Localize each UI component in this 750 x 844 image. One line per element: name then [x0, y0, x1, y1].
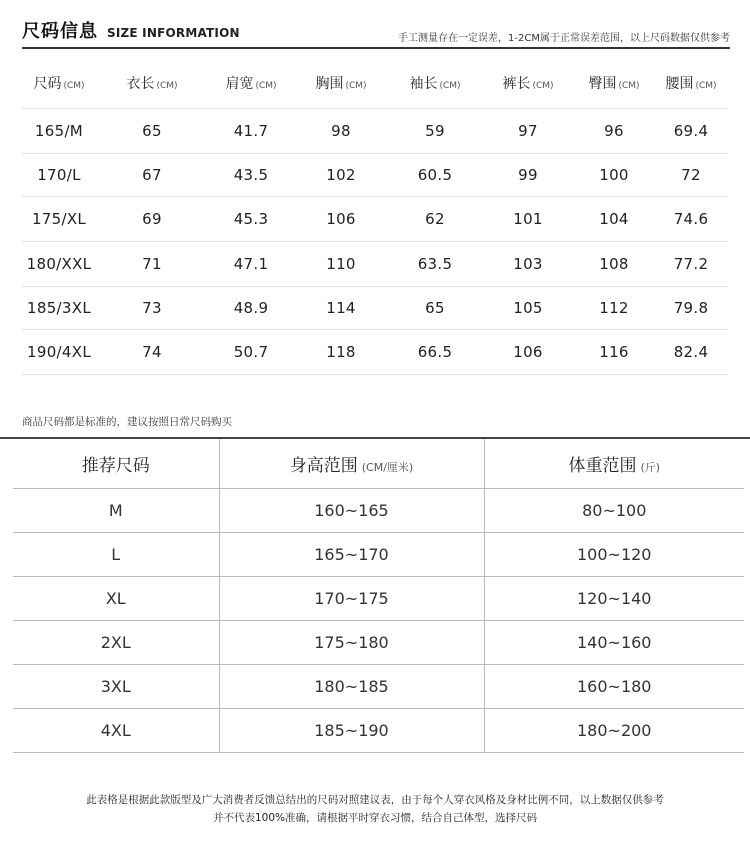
size-table-cell: 72 — [654, 154, 728, 197]
size-table-header — [22, 58, 728, 109]
size-table-header-cell — [22, 58, 96, 109]
size-table-cell: 66.5 — [388, 330, 482, 375]
size-table-cell: 105 — [482, 287, 574, 330]
size-table-cell: 170/L — [22, 154, 96, 197]
size-table-cell: 103 — [482, 242, 574, 287]
size-table-header-unit: (CM) — [532, 81, 554, 91]
size-table-cell: 48.9 — [208, 287, 294, 330]
size-table-header-label: 臀围 — [588, 76, 617, 92]
header-divider — [22, 47, 730, 49]
size-table-cell: 77.2 — [654, 242, 728, 287]
recommend-table-cell: 175~180 — [219, 621, 484, 665]
size-table-header-label: 尺码 — [33, 76, 62, 92]
recommend-table-cell: XL — [13, 577, 219, 621]
size-table-cell: 65 — [96, 109, 208, 154]
size-table-cell: 106 — [294, 197, 388, 242]
recommend-table-cell: 180~200 — [484, 709, 744, 753]
recommend-table-cell: 160~165 — [219, 489, 484, 533]
size-table-cell: 175/XL — [22, 197, 96, 242]
size-table-cell: 101 — [482, 197, 574, 242]
size-table-cell: 114 — [294, 287, 388, 330]
size-table-cell: 108 — [574, 242, 654, 287]
recommend-table-cell: 80~100 — [484, 489, 744, 533]
size-table-cell: 74.6 — [654, 197, 728, 242]
size-table-cell: 99 — [482, 154, 574, 197]
size-table-cell: 110 — [294, 242, 388, 287]
recommend-table-cell: 185~190 — [219, 709, 484, 753]
recommend-table-row — [13, 577, 744, 621]
size-table-cell: 67 — [96, 154, 208, 197]
recommend-table-header-label: 推荐尺码 — [81, 456, 150, 476]
size-table-cell: 69.4 — [654, 109, 728, 154]
footer-disclaimer-line2: 并不代表100%准确，请根据平时穿衣习惯，结合自己体型，选择尺码 — [212, 812, 538, 824]
recommend-table-cell: 3XL — [13, 665, 219, 709]
recommend-table-cell: 4XL — [13, 709, 219, 753]
recommend-table-header-label: 身高范围 — [289, 456, 358, 476]
size-table-cell: 96 — [574, 109, 654, 154]
size-table-cell: 82.4 — [654, 330, 728, 375]
size-table-cell: 98 — [294, 109, 388, 154]
size-table-cell: 79.8 — [654, 287, 728, 330]
recommend-table-cell: L — [13, 533, 219, 577]
size-note: 商品尺码都是标准的，建议按照日常尺码购买 — [22, 416, 232, 428]
size-table-header-unit: (CM) — [695, 81, 717, 91]
size-table-header-label: 胸围 — [315, 76, 344, 92]
recommend-table-header-cell — [219, 439, 484, 489]
size-table-header-unit: (CM) — [63, 81, 85, 91]
recommend-table — [13, 439, 744, 753]
recommend-table-header — [13, 439, 744, 489]
size-table-cell: 50.7 — [208, 330, 294, 375]
page-header — [0, 0, 750, 50]
size-table-cell: 62 — [388, 197, 482, 242]
size-table-row — [22, 242, 728, 287]
size-table-cell: 185/3XL — [22, 287, 96, 330]
size-table-cell: 47.1 — [208, 242, 294, 287]
page-subtitle: SIZE INFORMATION — [107, 26, 240, 40]
size-table-header-label: 肩宽 — [225, 76, 254, 92]
size-table-header-cell — [654, 58, 728, 109]
size-table-cell: 180/XXL — [22, 242, 96, 287]
size-table-header-unit: (CM) — [156, 81, 178, 91]
size-table-header-unit: (CM) — [439, 81, 461, 91]
size-table-cell: 102 — [294, 154, 388, 197]
recommend-table-cell: M — [13, 489, 219, 533]
size-table-cell: 118 — [294, 330, 388, 375]
size-table-row — [22, 287, 728, 330]
size-table-cell: 100 — [574, 154, 654, 197]
size-table-header-label: 腰围 — [665, 76, 694, 92]
size-table-cell: 106 — [482, 330, 574, 375]
recommend-table-cell: 165~170 — [219, 533, 484, 577]
size-table-cell: 43.5 — [208, 154, 294, 197]
size-table-header-cell — [388, 58, 482, 109]
size-table-header-cell — [208, 58, 294, 109]
size-table-cell: 59 — [388, 109, 482, 154]
size-table-row — [22, 109, 728, 154]
recommend-table-header-unit: (CM/厘米) — [361, 461, 414, 474]
size-table-header-cell — [574, 58, 654, 109]
size-table-cell: 63.5 — [388, 242, 482, 287]
size-table-header-cell — [96, 58, 208, 109]
size-table-header-cell — [294, 58, 388, 109]
recommend-table-cell: 170~175 — [219, 577, 484, 621]
recommend-table-header-cell — [484, 439, 744, 489]
recommend-table-header-cell — [13, 439, 219, 489]
recommend-table-header-label: 体重范围 — [568, 456, 637, 476]
size-table-cell: 71 — [96, 242, 208, 287]
size-table-cell: 65 — [388, 287, 482, 330]
size-table-header-label: 裤长 — [502, 76, 531, 92]
size-table-header-label: 衣长 — [126, 76, 155, 92]
recommend-table-cell: 100~120 — [484, 533, 744, 577]
size-table-cell: 60.5 — [388, 154, 482, 197]
size-table-cell: 112 — [574, 287, 654, 330]
size-table-cell: 69 — [96, 197, 208, 242]
recommend-table-row — [13, 709, 744, 753]
size-table — [22, 58, 728, 375]
size-table-cell: 104 — [574, 197, 654, 242]
size-table-row — [22, 330, 728, 375]
size-table-header-unit: (CM) — [255, 81, 277, 91]
recommend-table-cell: 2XL — [13, 621, 219, 665]
recommend-table-header-unit: (斤) — [640, 461, 661, 474]
size-table-header-unit: (CM) — [618, 81, 640, 91]
size-table-cell: 41.7 — [208, 109, 294, 154]
recommend-table-row — [13, 621, 744, 665]
measurement-disclaimer: 手工测量存在一定误差，1-2CM属于正常误差范围，以上尺码数据仅供参考 — [398, 33, 730, 44]
recommend-table-row — [13, 665, 744, 709]
size-table-cell: 190/4XL — [22, 330, 96, 375]
size-table-cell: 74 — [96, 330, 208, 375]
size-table-row — [22, 154, 728, 197]
footer-disclaimer-line1: 此表格是根据此款版型及广大消费者反馈总结出的尺码对照建议表，由于每个人穿衣风格及身材比例不同，以上数据仅供参考 — [86, 794, 664, 806]
size-table-cell: 165/M — [22, 109, 96, 154]
size-table-header-label: 袖长 — [409, 76, 438, 92]
size-table-cell: 73 — [96, 287, 208, 330]
recommend-table-cell: 180~185 — [219, 665, 484, 709]
recommend-table-row — [13, 533, 744, 577]
recommend-table-row — [13, 489, 744, 533]
size-table-cell: 45.3 — [208, 197, 294, 242]
recommend-table-cell: 120~140 — [484, 577, 744, 621]
recommend-table-cell: 140~160 — [484, 621, 744, 665]
size-table-cell: 116 — [574, 330, 654, 375]
size-table-header-unit: (CM) — [345, 81, 367, 91]
recommend-table-cell: 160~180 — [484, 665, 744, 709]
size-table-cell: 97 — [482, 109, 574, 154]
page-title: 尺码信息 — [22, 21, 98, 42]
size-table-row — [22, 197, 728, 242]
size-table-header-cell — [482, 58, 574, 109]
